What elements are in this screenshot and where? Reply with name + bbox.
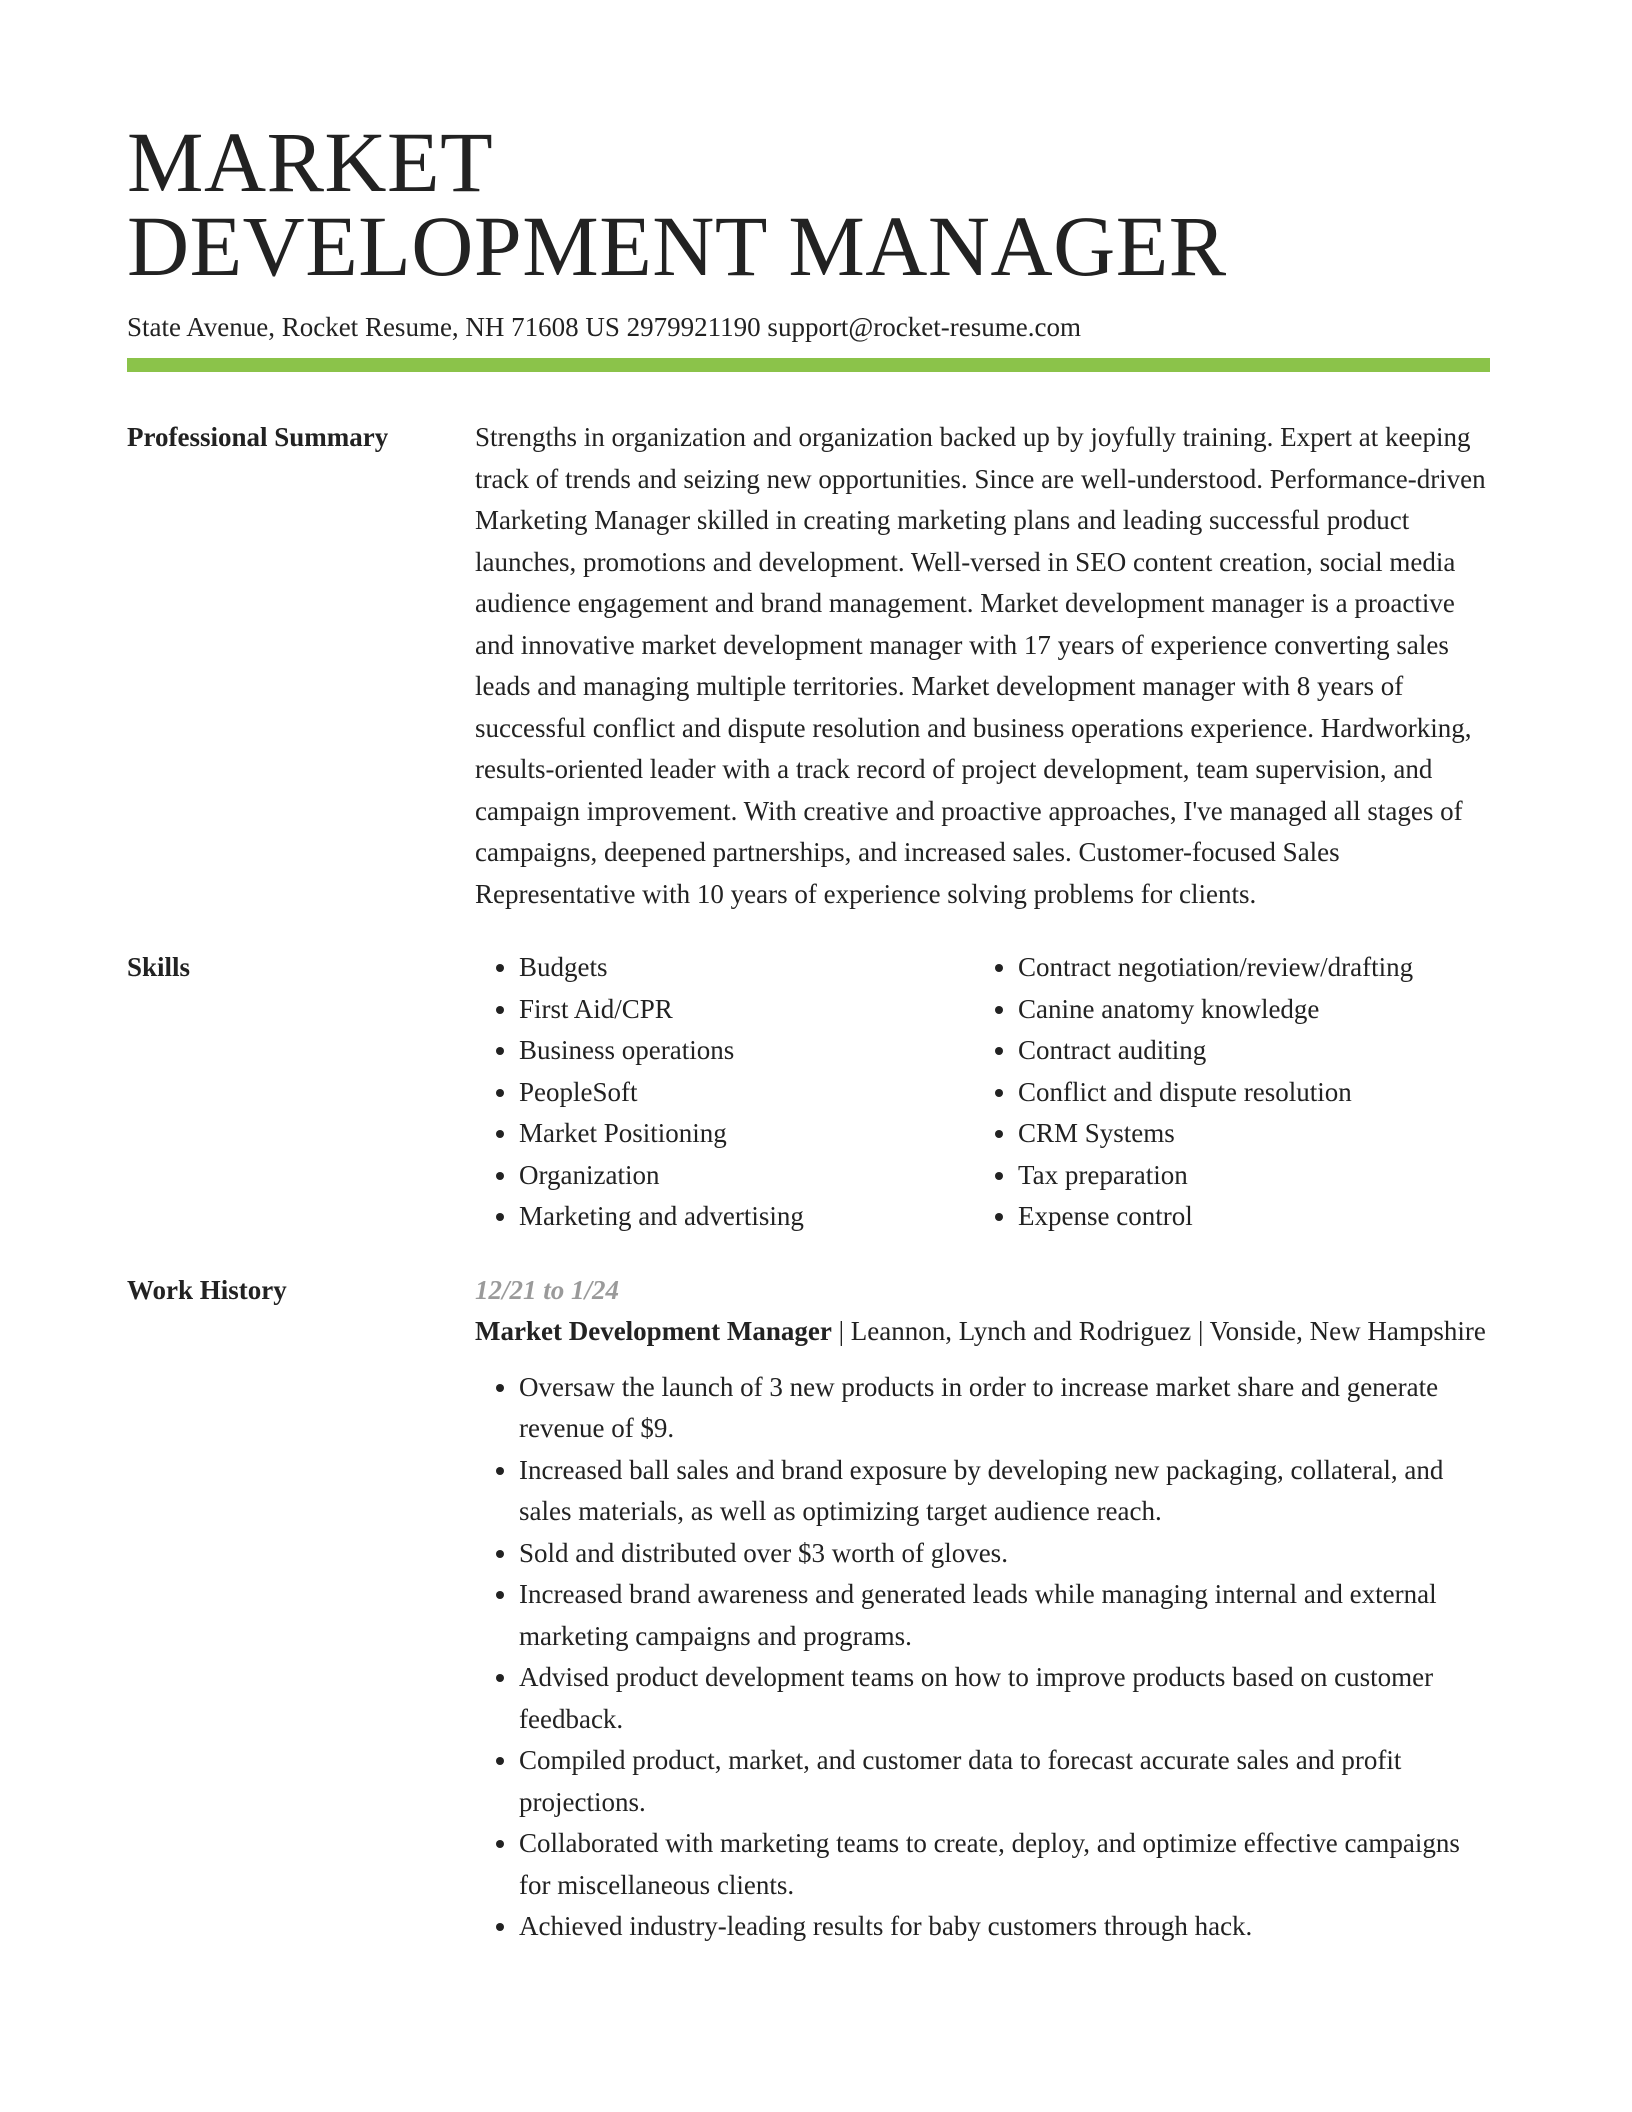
- title-line-2: DEVELOPMENT MANAGER: [127, 198, 1227, 294]
- skill-item: • Organization: [519, 1155, 974, 1197]
- job-dates: 12/21 to 1/24: [475, 1274, 620, 1305]
- skill-item: • Contract auditing: [1018, 1030, 1413, 1072]
- skill-item: • Tax preparation: [1018, 1155, 1413, 1197]
- job-bullet: • Achieved industry-leading results for baby customers through hack.: [519, 1906, 1490, 1948]
- skills-lists: [475, 947, 1490, 1238]
- summary-text: Strengths in organization and organization backed up by joyfully training. Expert at keeping track of trends and seizing new opportunities. Since are well-understood. Performance-driven Marketing Manager skilled in creating marketing plans and leading successful product launches, promotions and development. Well-versed in SEO content creation, social media audience engagement and brand management. Market development manager is a proactive and innovative market development manager with 17 years of experience converting sales leads and managing multiple territories. Market development manager with 8 years of successful conflict and dispute resolution and business operations experience. Hardworking, results-oriented leader with a track record of project development, team supervision, and campaign improvement. With creative and proactive approaches, I've managed all stages of campaigns, deepened partnerships, and increased sales. Customer-focused Sales Representative with 10 years of experience solving problems for clients.: [475, 422, 1486, 909]
- title-line-1: MARKET: [127, 114, 494, 210]
- resume-page: [127, 114, 1490, 1948]
- job-bullet: • Sold and distributed over $3 worth of gloves.: [519, 1533, 1490, 1575]
- contact-info: State Avenue, Rocket Resume, NH 71608 US 2979921190 support@rocket-resume.com: [127, 312, 1081, 342]
- job-bullet-list: [475, 1367, 1490, 1948]
- skill-item: • Expense control: [1018, 1196, 1413, 1238]
- skill-item: • Conflict and dispute resolution: [1018, 1072, 1413, 1114]
- job-bullet: • Collaborated with marketing teams to create, deploy, and optimize effective campaigns for miscellaneous clients.: [519, 1823, 1490, 1906]
- skill-item: • First Aid/CPR: [519, 989, 974, 1031]
- job-bullet: • Increased brand awareness and generated leads while managing internal and external marketing campaigns and programs.: [519, 1574, 1490, 1657]
- skill-item: • Business operations: [519, 1030, 974, 1072]
- skill-item: • Budgets: [519, 947, 974, 989]
- skill-item: • Market Positioning: [519, 1113, 974, 1155]
- skill-item: • Marketing and advertising: [519, 1196, 974, 1238]
- skill-item: • PeopleSoft: [519, 1072, 974, 1114]
- skills-column-2: [974, 947, 1413, 1238]
- professional-summary-section: [127, 417, 1490, 915]
- job-bullet: • Increased ball sales and brand exposure by developing new packaging, collateral, and sales materials, as well as optimizing target audience reach.: [519, 1450, 1490, 1533]
- section-label-skills: Skills: [127, 952, 191, 982]
- work-history-section: [127, 1270, 1490, 1948]
- skill-item: • Canine anatomy knowledge: [1018, 989, 1413, 1031]
- header-divider: [127, 358, 1490, 372]
- job-title: Market Development Manager: [475, 1316, 832, 1346]
- skill-item: • CRM Systems: [1018, 1113, 1413, 1155]
- skills-column-1: [475, 947, 974, 1238]
- job-bullet: • Advised product development teams on how to improve products based on customer feedback.: [519, 1657, 1490, 1740]
- skills-section: [127, 947, 1490, 1238]
- job-entry: [475, 1270, 1490, 1948]
- job-details: | Leannon, Lynch and Rodriguez | Vonside, New Hampshire: [831, 1316, 1486, 1346]
- skill-item: • Contract negotiation/review/drafting: [1018, 947, 1413, 989]
- section-label-summary: Professional Summary: [127, 422, 389, 452]
- job-bullet: • Oversaw the launch of 3 new products in order to increase market share and generate revenue of $9.: [519, 1367, 1490, 1450]
- section-label-work: Work History: [127, 1274, 287, 1305]
- job-bullet: • Compiled product, market, and customer data to forecast accurate sales and profit projections.: [519, 1740, 1490, 1823]
- job-heading: [475, 1311, 1490, 1353]
- resume-title: [127, 114, 1490, 294]
